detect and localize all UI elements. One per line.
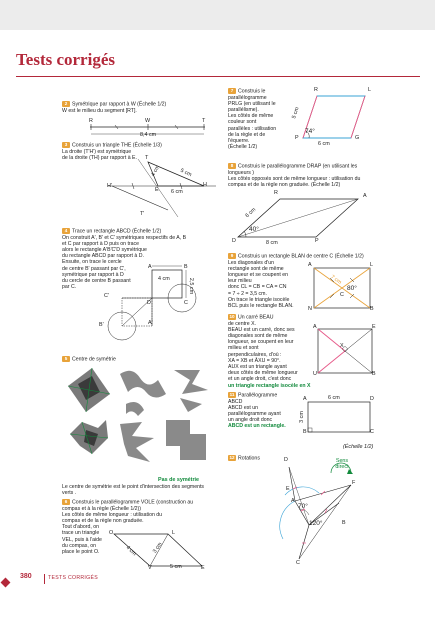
label-a: A — [363, 193, 367, 199]
figure-square-beau — [312, 323, 378, 379]
label-d: D — [370, 396, 374, 402]
direction-label: Sens direct — [335, 458, 349, 470]
caption-no-symmetry: Pas de symétrie — [158, 477, 200, 483]
exercise-line: de centre X. — [228, 320, 256, 327]
exercise-line: parallélogramme ayant — [228, 410, 281, 417]
label-7cm: 7 cm — [329, 274, 343, 286]
exercise-title: Centre de symétrie — [72, 356, 116, 363]
label-o: O — [109, 530, 114, 536]
label-d: D — [284, 457, 288, 463]
exercise-line: couleur sont — [228, 119, 257, 126]
label-c: C — [296, 560, 300, 566]
label-l: L — [172, 530, 175, 536]
exercise-line: milieu et sont — [228, 345, 259, 352]
exercise-title: Un carré BEAU — [238, 314, 274, 321]
page-title: Tests corrigés — [16, 50, 115, 69]
label-r: R — [314, 87, 318, 93]
label-5cm: 5 cm — [291, 106, 301, 120]
exercise-line: (Échelle 1/2) — [228, 144, 258, 151]
label-width: 4 cm — [158, 276, 170, 282]
exercise-line: du compas, on — [62, 542, 97, 549]
page-number: 380 — [20, 573, 32, 580]
label-h: H — [203, 182, 207, 188]
exercise-number: 5 — [62, 356, 70, 362]
exercise-title: Construis un triangle THE (Échelle 1/3) — [72, 142, 162, 149]
label-a: A — [148, 264, 152, 270]
exercise-2-text — [62, 101, 212, 114]
exercise-number: 11 — [229, 392, 235, 397]
label-a: A — [291, 498, 295, 504]
label-c: C — [340, 292, 344, 298]
label-c: C — [184, 300, 188, 306]
exercise-title: Construis le parallélogramme DRAP (en utilisant les — [238, 163, 358, 170]
label-4cm: 4 cm — [124, 544, 138, 558]
figure-rectangle-abcd — [98, 262, 210, 344]
exercise-line: rectangle sont de même — [228, 265, 284, 272]
shape-wave — [120, 371, 166, 398]
label-angle: 80° — [347, 285, 357, 292]
label-l: L — [370, 262, 373, 268]
label-b: B — [303, 429, 307, 435]
exercise-line: du rectangle ABCD par rapport à D. — [62, 253, 144, 260]
conclusion: ABCD est un rectangle. — [228, 423, 286, 430]
label-p: P — [315, 238, 319, 244]
label-g: G — [355, 135, 360, 141]
label-angle-70: 70° — [298, 503, 308, 510]
label-b: B — [342, 520, 346, 526]
label-t: T — [145, 155, 149, 161]
shape-fan — [120, 422, 154, 462]
exercise-title: Construis le — [238, 88, 266, 95]
label-b-prime: B' — [99, 322, 104, 328]
exercise-line: alors le rectangle A'B'C'D symétrique — [62, 246, 147, 253]
label-c-prime: C' — [104, 293, 109, 299]
exercise-number: 8 — [228, 163, 236, 169]
exercise-title: Rotations — [238, 455, 260, 462]
exercise-line: longueurs ) — [228, 169, 254, 176]
exercise-number: 3 — [62, 142, 70, 148]
exercise-line: ABCD — [228, 398, 243, 405]
label-8cm: 8 cm — [266, 240, 278, 246]
title-rule — [16, 76, 420, 77]
exercise-7-text — [228, 88, 301, 151]
label-d: D — [147, 300, 151, 306]
label-distance: 8,4 cm — [140, 132, 157, 138]
label-t-prime: T' — [140, 211, 145, 217]
figure-parallelogram-drap — [230, 193, 375, 245]
exercise-line: ABCD est un — [228, 404, 258, 411]
exercise-line: et un angle droit, c'est donc — [228, 376, 292, 383]
exercise-title: Parallélogramme — [238, 392, 278, 399]
label-c: C — [370, 429, 374, 435]
exercise-line: AUX est un triangle ayant — [228, 364, 287, 370]
label-e: E — [155, 187, 159, 193]
exercise-line: PRLG (en utilisant le — [228, 100, 276, 107]
exercise-line: On construit A', B' et C' symétriques respectifs de A, B — [62, 234, 187, 241]
exercise-line: BEAU est un carré, donc ses — [228, 326, 295, 333]
exercise-line: parallèles : utilisation — [228, 125, 277, 132]
label-v: V — [148, 565, 152, 571]
label-6cm: 6 cm — [318, 141, 330, 147]
exercise-line: longueur et se coupent en — [228, 271, 288, 278]
label-a: A — [308, 262, 312, 268]
label-u: U — [313, 371, 317, 377]
label-angle-120: 120° — [309, 520, 323, 527]
exercise-line: l'équerre. — [228, 138, 250, 144]
exercise-number: 10 — [229, 314, 235, 319]
exercise-title: Construis un rectangle BLAN de centre C (Échelle 1/2) — [238, 253, 364, 260]
exercise-line: compas et de la règle non graduée. — [62, 517, 144, 524]
figure-rectangle-abcd-2 — [302, 396, 378, 436]
exercise-line: longueur, se coupent en leur — [228, 339, 294, 346]
exercise-line: diagonales sont de même — [228, 332, 288, 339]
exercise-line: Ensuite, on trace le cercle — [62, 259, 122, 266]
label-3cm: 3 cm — [298, 411, 305, 423]
figure-parallelogram-prlg — [295, 90, 375, 146]
exercise-line: On trace le triangle isocèle — [228, 296, 290, 303]
label-angle: 74° — [305, 128, 315, 135]
exercise-line: Les côtés de même longueur : utilisation du — [62, 511, 163, 518]
label-6cm: 6 cm — [244, 206, 258, 220]
shape-right — [174, 370, 208, 394]
label-r: R — [89, 118, 93, 124]
label-5cm: 5 cm — [179, 167, 193, 179]
exercise-line: La droite (T'H') est symétrique — [62, 148, 132, 155]
figure-triangle-the — [108, 157, 218, 222]
exercise-line: de la droite (TH) par rapport à E. — [62, 154, 137, 161]
label-height: 2,5 cm — [188, 277, 195, 295]
figure-rectangle-blan — [308, 262, 378, 314]
exercise-line: compas et à la règle (Échelle 1/2)) — [62, 505, 142, 512]
label-n: N — [308, 306, 312, 312]
exercise-line: leur milieu — [228, 278, 252, 285]
footer-label: TESTS CORRIGÉS — [48, 575, 99, 581]
label-4cm: 4 cm — [150, 164, 162, 178]
shape-l — [166, 420, 206, 460]
exercise-line: donc CL = CB = CA = CN — [228, 284, 287, 291]
exercise-line: place le point O. — [62, 549, 100, 555]
label-a: A — [313, 324, 317, 330]
top-band — [0, 0, 435, 30]
exercise-line: Les côtés opposés sont de même longueur : utilisation du — [228, 175, 361, 182]
label-a-prime: A' — [148, 320, 153, 326]
label-angle: 40° — [249, 226, 259, 233]
label-p: P — [295, 135, 299, 141]
label-b: B — [372, 371, 376, 377]
exercise-title: Symétrique par rapport à W (Échelle 1/2) — [72, 101, 167, 108]
exercise-line: deux côtés de même longueur — [228, 370, 298, 377]
exercise-line: XA = XB et ÂXU = 90°. — [228, 357, 281, 364]
exercise-line: BCL puis le rectangle BLAN. — [228, 303, 294, 309]
exercise-number: 6 — [62, 499, 70, 505]
exercise-11-text — [228, 392, 308, 430]
label-h-prime: H' — [107, 183, 112, 189]
exercise-line: = 7 ÷ 2 = 3,5 cm. — [228, 290, 267, 297]
exercise-line: de la règle et de — [228, 131, 266, 138]
exercise-5-text — [62, 356, 212, 363]
figure-symmetry-shapes — [62, 364, 212, 476]
exercise-title: Trace un rectangle ABCD (Échelle 1/2) — [72, 228, 162, 235]
label-e: E — [286, 486, 290, 492]
exercise-line: symétrique par rapport à D — [62, 271, 124, 278]
label-b: B — [370, 306, 374, 312]
exercise-line: trace un triangle — [62, 530, 100, 537]
exercise-line: et C par rapport à D puis on trace — [62, 240, 139, 247]
label-e: E — [372, 324, 376, 330]
label-f: F — [352, 480, 356, 486]
exercise-line: Les diagonales d'un — [228, 259, 274, 266]
label-6cm: 6 cm — [171, 189, 183, 195]
exercise-line: Les côtés de même — [228, 113, 274, 120]
label-a: A — [303, 396, 307, 402]
exercise-line: compas et de la règle non graduée. (Échelle 1/2) — [228, 181, 341, 188]
label-e: E — [201, 565, 205, 571]
exercise-line: par C. — [62, 284, 77, 291]
label-t: T — [202, 118, 206, 124]
exercise-number: 2 — [62, 101, 70, 107]
exercise-title: Construis le parallélogramme VOLE (construction au — [72, 499, 194, 506]
exercise-number: 7 — [228, 88, 236, 94]
exercise-line: W est le milieu du segment [RT]. — [62, 107, 137, 114]
label-d: D — [232, 238, 236, 244]
footer-marker — [1, 578, 11, 588]
exercise-line: un angle droit donc — [228, 417, 273, 424]
exercise-line: perpendiculaires, d'où : — [228, 351, 282, 358]
label-r: R — [274, 190, 278, 196]
exercise-number: 9 — [228, 253, 236, 259]
label-3cm: 3 cm — [152, 541, 164, 555]
label-6cm: 6 cm — [328, 395, 340, 401]
symmetry-conclusion: Le centre de symétrie est le point d'intersection des segments verts . — [62, 484, 204, 497]
scale-note: (Échelle 1/2) — [343, 444, 374, 450]
exercise-line: Tout d'abord, on — [62, 524, 100, 531]
exercise-line: de centre B' passant par C', — [62, 265, 126, 272]
exercise-8-text — [228, 163, 378, 188]
figure-rotations — [255, 455, 377, 567]
exercise-number: 4 — [62, 228, 70, 234]
label-x: X — [340, 343, 344, 349]
label-l: L — [368, 87, 371, 93]
exercise-line: parallélogramme — [228, 94, 267, 101]
label-5cm: 5 cm — [170, 564, 182, 570]
exercise-10-text — [228, 314, 313, 389]
label-w: W — [145, 118, 151, 124]
exercise-line: parallélisme). — [228, 106, 259, 113]
exercise-line: du cercle de centre B passant — [62, 278, 131, 284]
conclusion: un triangle rectangle isocèle en X — [228, 382, 311, 389]
label-b: B — [184, 264, 188, 270]
exercise-line: VEL, puis à l'aide — [62, 536, 102, 543]
exercise-number: 12 — [229, 455, 235, 460]
footer-divider — [44, 574, 45, 584]
